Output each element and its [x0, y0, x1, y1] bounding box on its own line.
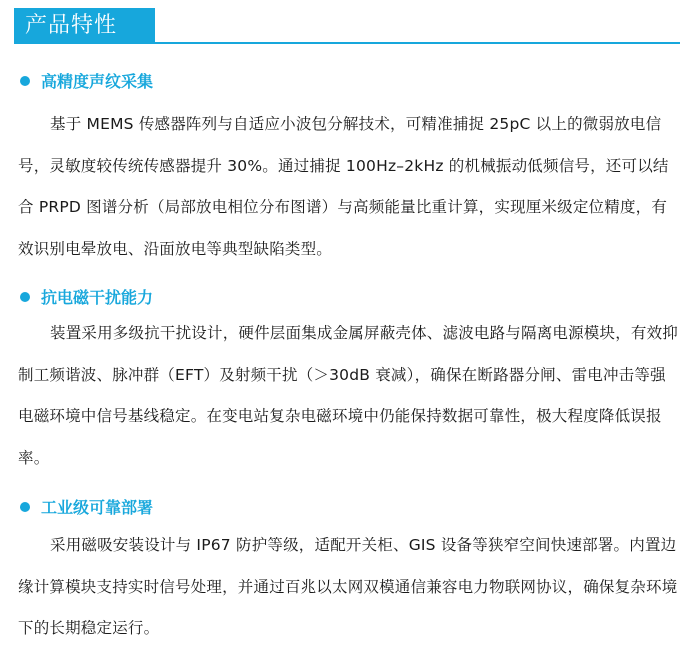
feature-title-acoustic [20, 69, 153, 95]
bullet-icon [20, 502, 30, 512]
feature-description-deployment: 采用磁吸安装设计与 IP67 防护等级，适配开关柜、GIS 设备等狭窄空间快速部署。内置边缘计算模块支持实时信号处理，并通过百兆以太网双模通信兼容电力物联网协议，确保复杂环境下的长期稳定运行。 [18, 536, 678, 637]
feature-description-emi: 装置采用多级抗干扰设计，硬件层面集成金属屏蔽壳体、滤波电路与隔离电源模块，有效抑制工频谐波、脉冲群（EFT）及射频干扰（＞30dB 衰减），确保在断路器分闸、雷电冲击等强电磁环境中信号基线稳定。在变电站复杂电磁环境中仍能保持数据可靠性，极大程度降低误报率。 [18, 324, 679, 467]
feature-title-text: 工业级可靠部署 [41, 498, 154, 517]
feature-title-deployment [20, 495, 153, 521]
section-header [14, 8, 680, 44]
header-title: 产品特性 [14, 8, 155, 44]
feature-title-text: 高精度声纹采集 [41, 72, 154, 91]
feature-description-acoustic: 基于 MEMS 传感器阵列与自适应小波包分解技术，可精准捕捉 25pC 以上的微弱放电信号，灵敏度较传统传感器提升 30%。通过捕捉 100Hz–2kHz 的机械振动低频信号，还可以结合 PRPD 图谱分析（局部放电相位分布图谱）与高频能量比重计算，实现厘米级定位精度，有效识别电晕放电、沿面放电等典型缺陷类型。 [18, 115, 669, 258]
feature-title-emi [20, 285, 153, 311]
header-underline [14, 42, 680, 44]
bullet-icon [20, 76, 30, 86]
bullet-icon [20, 292, 30, 302]
feature-title-text: 抗电磁干扰能力 [41, 288, 154, 307]
